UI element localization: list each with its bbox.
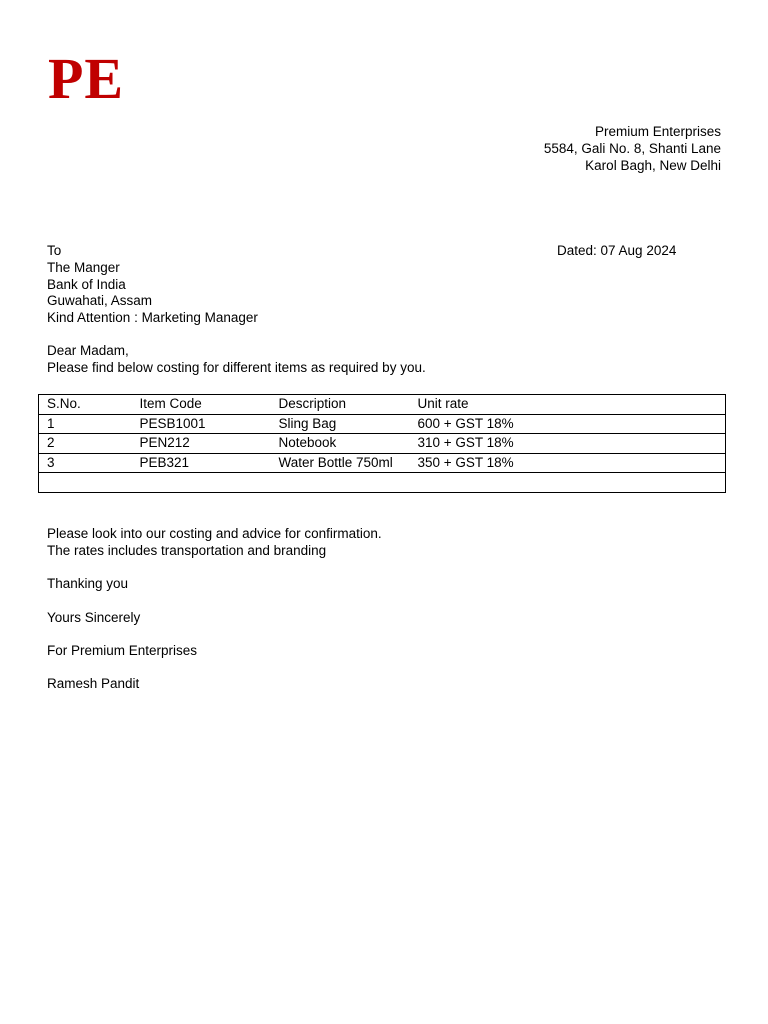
recipient-to: To — [47, 243, 62, 258]
intro-text: Please find below costing for different items as required by you. — [47, 359, 426, 375]
cell-item-code: PEN212 — [132, 434, 271, 454]
cell-description: Sling Bag — [271, 414, 410, 434]
cell-unit-rate: 600 + GST 18% — [410, 414, 726, 434]
cell-sno: 3 — [39, 453, 132, 473]
blank-cell — [39, 473, 726, 493]
cell-sno: 1 — [39, 414, 132, 434]
cell-description: Water Bottle 750ml — [271, 453, 410, 473]
sender-address — [544, 124, 721, 174]
signatory-name: Ramesh Pandit — [47, 676, 140, 692]
header-unit-rate: Unit rate — [410, 395, 726, 415]
cell-item-code: PESB1001 — [132, 414, 271, 434]
greeting-block — [47, 343, 426, 377]
cell-item-code: PEB321 — [132, 453, 271, 473]
letter-date: Dated: 07 Aug 2024 — [557, 243, 677, 258]
sender-name: Premium Enterprises — [594, 124, 721, 139]
sender-address-line2: Karol Bagh, New Delhi — [585, 157, 721, 173]
costing-table — [38, 394, 726, 493]
recipient-org: Bank of India — [47, 276, 126, 292]
table-row — [39, 453, 726, 473]
recipient-title: The Manger — [47, 259, 120, 275]
recipient-block — [47, 243, 258, 327]
header-description: Description — [271, 395, 410, 415]
table-row — [39, 434, 726, 454]
closing-block — [47, 526, 382, 693]
table-header-row — [39, 395, 726, 415]
for-company: For Premium Enterprises — [47, 642, 198, 658]
company-logo: PE — [48, 46, 125, 111]
sign-off: Yours Sincerely — [47, 609, 141, 625]
cell-unit-rate: 310 + GST 18% — [410, 434, 726, 454]
salutation: Dear Madam, — [47, 343, 129, 358]
closing-line2: The rates includes transportation and branding — [47, 542, 327, 558]
cell-description: Notebook — [271, 434, 410, 454]
recipient-attention: Kind Attention : Marketing Manager — [47, 310, 258, 326]
table-row — [39, 414, 726, 434]
closing-line1: Please look into our costing and advice for confirmation. — [47, 526, 382, 541]
header-item-code: Item Code — [132, 395, 271, 415]
thanks-text: Thanking you — [47, 576, 129, 592]
sender-address-line1: 5584, Gali No. 8, Shanti Lane — [543, 140, 721, 156]
table-blank-row — [39, 473, 726, 493]
recipient-city: Guwahati, Assam — [47, 293, 153, 309]
header-sno: S.No. — [39, 395, 132, 415]
cell-sno: 2 — [39, 434, 132, 454]
cell-unit-rate: 350 + GST 18% — [410, 453, 726, 473]
